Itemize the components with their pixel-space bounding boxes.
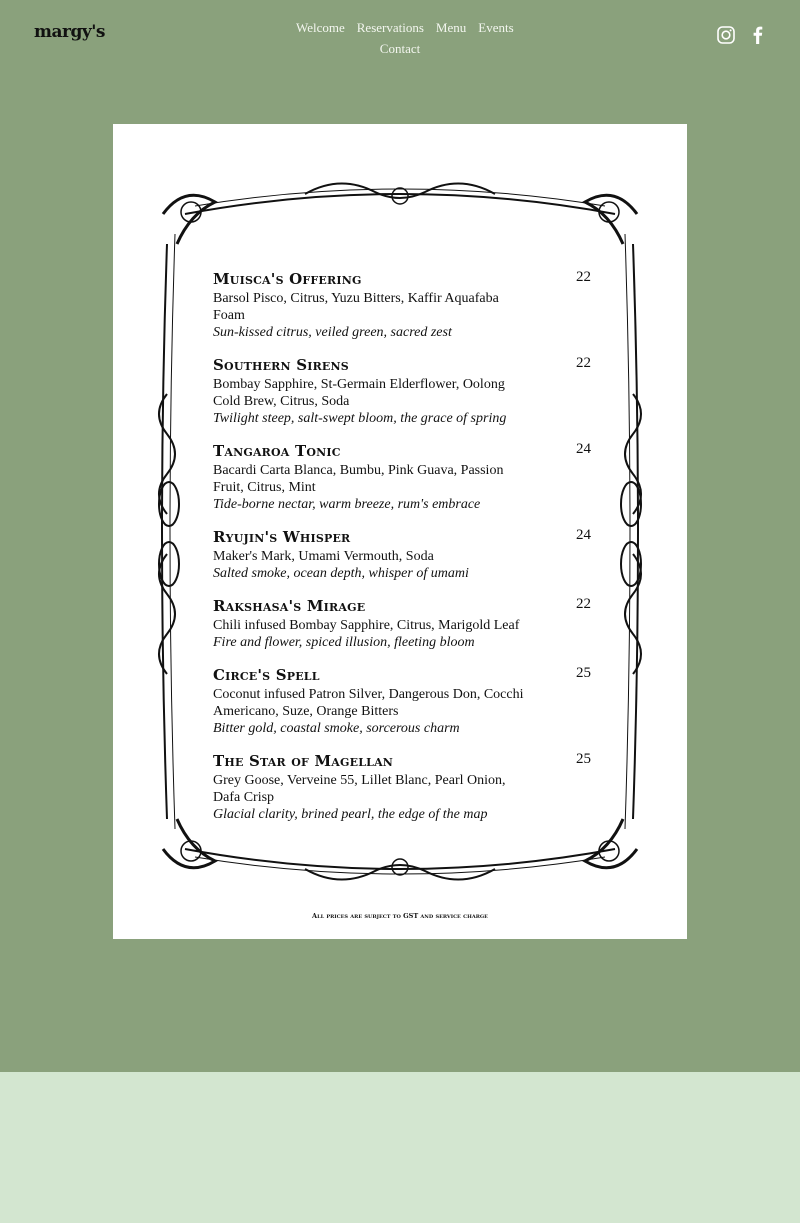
menu-item	[213, 751, 591, 824]
facebook-icon[interactable]	[748, 25, 768, 45]
menu-item	[213, 596, 591, 652]
menu-item-price: 22	[576, 355, 591, 371]
menu-item-ingredients: Maker's Mark, Umami Vermouth, Soda	[213, 549, 434, 564]
menu-item-name: Southern Sirens	[213, 356, 349, 374]
nav-link-events[interactable]: Events	[478, 20, 514, 35]
nav-link-reservations[interactable]: Reservations	[356, 20, 424, 35]
menu-item	[213, 527, 591, 583]
cocktail-menu	[213, 269, 591, 837]
menu-item-name: Tangaroa Tonic	[213, 442, 341, 460]
footer-band	[0, 1072, 800, 1223]
menu-item-description: Fire and flower, spiced illusion, fleeting bloom	[213, 635, 475, 650]
main-nav	[290, 17, 514, 59]
menu-item-ingredients: Bombay Sapphire, St-Germain Elderflower, Oolong Cold Brew, Citrus, Soda	[213, 377, 505, 409]
menu-item-price: 24	[576, 527, 591, 543]
nav-link-welcome[interactable]: Welcome	[296, 20, 345, 35]
menu-item-name: Circe's Spell	[213, 666, 320, 684]
menu-item	[213, 355, 591, 428]
site-header	[0, 0, 800, 70]
menu-item-price: 22	[576, 269, 591, 285]
menu-item-price: 25	[576, 751, 591, 767]
menu-item-description: Salted smoke, ocean depth, whisper of umami	[213, 566, 469, 581]
menu-page	[113, 124, 687, 939]
menu-item-name: Rakshasa's Mirage	[213, 597, 366, 615]
menu-item-description: Tide-borne nectar, warm breeze, rum's embrace	[213, 497, 481, 512]
nav-link-contact[interactable]: Contact	[379, 41, 421, 56]
menu-item-name: Muisca's Offering	[213, 270, 362, 288]
menu-item-description: Sun-kissed citrus, veiled green, sacred zest	[213, 325, 452, 340]
menu-item-price: 25	[576, 665, 591, 681]
menu-item-ingredients: Coconut infused Patron Silver, Dangerous Don, Cocchi Americano, Suze, Orange Bitters	[213, 687, 524, 719]
nav-link-menu[interactable]: Menu	[435, 20, 467, 35]
menu-item	[213, 269, 591, 342]
instagram-icon[interactable]	[716, 25, 736, 45]
menu-item-price: 22	[576, 596, 591, 612]
menu-item-ingredients: Barsol Pisco, Citrus, Yuzu Bitters, Kaffir Aquafaba Foam	[213, 291, 499, 323]
menu-item-ingredients: Grey Goose, Verveine 55, Lillet Blanc, Pearl Onion, Dafa Crisp	[213, 773, 506, 805]
menu-item-price: 24	[576, 441, 591, 457]
price-footnote: All prices are subject to GST and service charge	[312, 912, 488, 920]
menu-item	[213, 665, 591, 738]
menu-item	[213, 441, 591, 514]
menu-item-ingredients: Bacardi Carta Blanca, Bumbu, Pink Guava, Passion Fruit, Citrus, Mint	[213, 463, 504, 495]
menu-item-description: Twilight steep, salt-swept bloom, the grace of spring	[213, 411, 507, 426]
menu-item-description: Bitter gold, coastal smoke, sorcerous charm	[213, 721, 460, 736]
menu-item-ingredients: Chili infused Bombay Sapphire, Citrus, Marigold Leaf	[213, 618, 520, 633]
menu-item-name: The Star of Magellan	[213, 752, 394, 770]
menu-item-description: Glacial clarity, brined pearl, the edge of the map	[213, 807, 488, 822]
site-logo[interactable]: margy's	[34, 22, 105, 42]
menu-item-name: Ryujin's Whisper	[213, 528, 351, 546]
